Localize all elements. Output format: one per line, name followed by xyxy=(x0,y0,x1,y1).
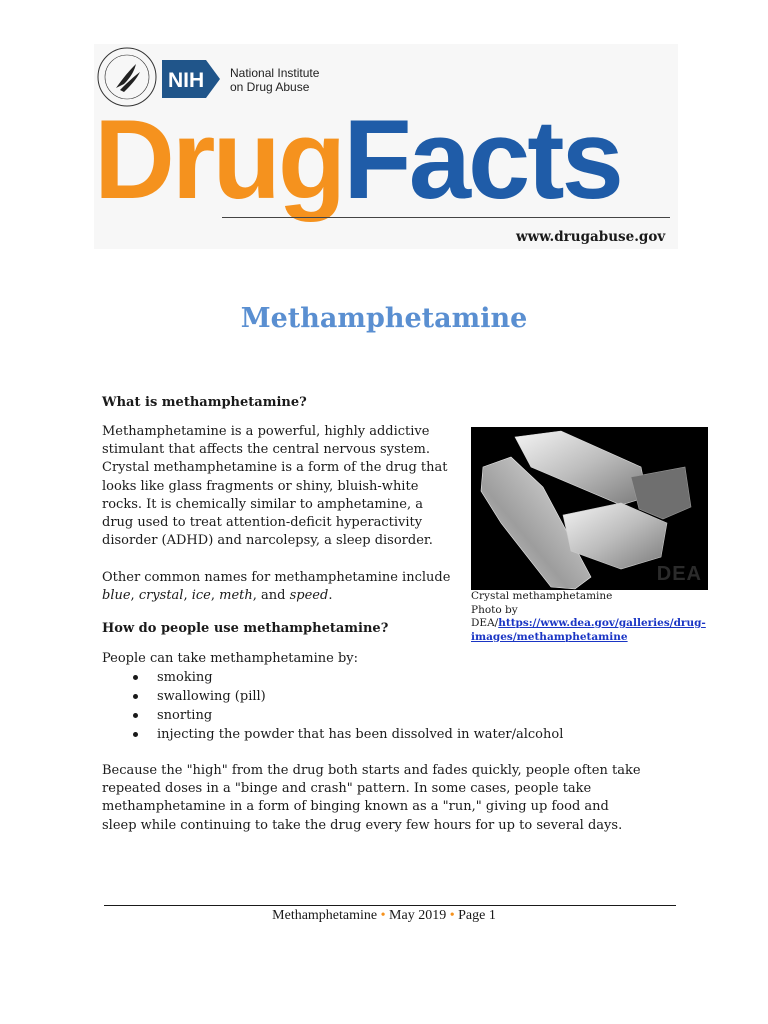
name-blue: blue xyxy=(102,588,131,604)
footer-separator: • xyxy=(380,908,386,923)
intro-paragraph: Methamphetamine is a powerful, highly addictive stimulant that affects the central nervous system. Crystal methamphetamine is a form of the drug that looks like glass fragments or shiny, bluish-white rocks. It is chemically similar to amphetamine, a drug used to treat attention-deficit hyperactivity disorder (ADHD) and narcolepsy, a sleep disorder. xyxy=(102,424,448,549)
name-speed: speed xyxy=(289,588,329,604)
name-ice: ice xyxy=(191,588,211,604)
caption-title: Crystal methamphetamine xyxy=(471,590,613,602)
caption-prefix: DEA/ xyxy=(471,617,499,629)
other-names-lead: Other common names for methamphetamine include xyxy=(102,570,451,585)
website-url: www.drugabuse.gov xyxy=(516,229,666,245)
org-name xyxy=(230,66,319,94)
dea-gallery-link[interactable]: https://www.dea.gov/galleries/drug-images/methamphetamine xyxy=(471,617,706,643)
dea-watermark: DEA xyxy=(656,563,702,585)
usage-list xyxy=(102,668,563,744)
other-names-paragraph: Other common names for methamphetamine include blue, crystal, ice, meth, and speed. xyxy=(102,570,451,604)
bullet-icon xyxy=(133,694,138,699)
list-item xyxy=(102,706,563,725)
list-item-text: smoking xyxy=(157,670,213,685)
nih-badge-text: NIH xyxy=(168,69,205,92)
section-heading-how-use: How do people use methamphetamine? xyxy=(102,621,389,636)
bullet-icon xyxy=(133,732,138,737)
footer-separator: • xyxy=(449,908,455,923)
bullet-icon xyxy=(133,675,138,680)
uses-lead: People can take methamphetamine by: xyxy=(102,651,358,666)
org-name-line1: National Institute xyxy=(230,66,320,80)
list-item xyxy=(102,687,563,706)
org-name-line2: on Drug Abuse xyxy=(230,80,310,94)
section-heading-what-is: What is methamphetamine? xyxy=(102,395,307,410)
footer-page-number: Page 1 xyxy=(458,908,496,923)
names-period: . xyxy=(328,588,333,604)
drugfacts-wordmark xyxy=(94,97,621,222)
list-item-text: snorting xyxy=(157,708,213,723)
caption-credit: Photo by xyxy=(471,603,518,616)
names-and: and xyxy=(261,588,286,604)
banner-divider xyxy=(222,217,670,218)
footer-topic: Methamphetamine xyxy=(272,908,378,923)
list-item-text: swallowing (pill) xyxy=(157,689,266,704)
list-item xyxy=(102,725,563,744)
wordmark-facts: Facts xyxy=(343,97,621,222)
photo-caption xyxy=(471,590,708,644)
list-item-text: injecting the powder that has been dissolved in water/alcohol xyxy=(157,727,564,742)
nih-logo-icon xyxy=(162,60,222,98)
binge-paragraph: Because the "high" from the drug both starts and fades quickly, people often take repeated doses in a "binge and crash" pattern. In some cases, people take methamphetamine in a form of binging known as a "run," giving up food and sleep while continuing to take the drug every few hours for up to several days. xyxy=(102,763,641,833)
footer-date: May 2019 xyxy=(389,908,447,923)
footer-divider xyxy=(104,905,676,906)
name-meth: meth xyxy=(219,588,253,604)
name-crystal: crystal xyxy=(138,588,184,604)
page-footer xyxy=(0,908,768,924)
bullet-icon xyxy=(133,713,138,718)
page-title: Methamphetamine xyxy=(240,303,528,334)
caption-source xyxy=(471,617,708,644)
wordmark-drug: Drug xyxy=(94,97,344,222)
crystal-meth-photo xyxy=(471,427,708,590)
list-item xyxy=(102,668,563,687)
